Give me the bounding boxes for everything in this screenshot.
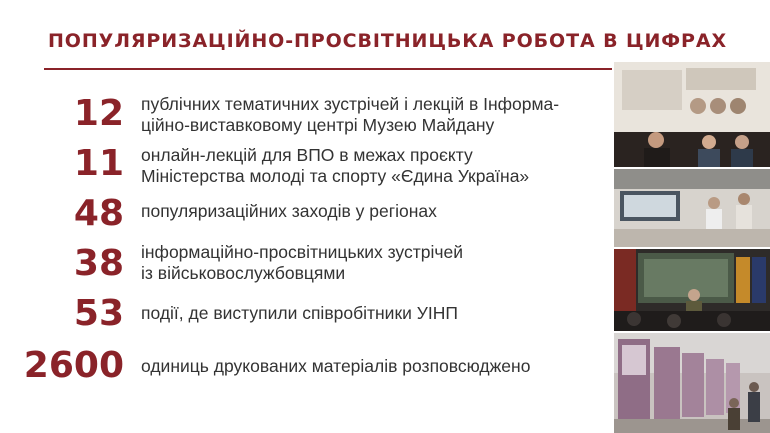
page-title: ПОПУЛЯРИЗАЦІЙНО-ПРОСВІТНИЦЬКА РОБОТА В ЦИФРАХ [48,30,728,52]
stat-value: 38 [73,243,124,284]
panel-discussion-image [614,62,770,167]
stat-line: публічних тематичних зустрічей і лекцій в Інформа- [141,94,560,114]
online-lecture-photo [614,169,770,247]
stat-description [141,303,601,324]
stat-description [141,94,601,136]
military-meeting-image [614,249,770,331]
stat-line: Міністерства молоді та спорту «Єдина Україна» [141,166,530,186]
stat-line: ційно-виставковому центрі Музею Майдану [141,115,495,135]
stat-line: одиниць друкованих матеріалів розповсюджено [141,356,531,376]
stat-description [141,242,601,284]
stat-value: 48 [73,193,124,234]
title-divider [44,68,612,70]
stat-line: популяризаційних заходів у регіонах [141,201,437,221]
stat-value: 53 [73,293,124,334]
stat-line: події, де виступили співробітники УІНП [141,303,458,323]
street-exhibition-image [614,333,770,433]
stat-description [141,145,601,187]
stat-line: із військовослужбовцями [141,263,346,283]
street-exhibition-photo [614,333,770,433]
stat-value: 11 [73,143,124,184]
stat-value: 12 [73,93,124,134]
online-lecture-image [614,169,770,247]
stat-line: інформаційно-просвітницьких зустрічей [141,242,463,262]
photo-collage [612,62,770,433]
stat-description [141,356,601,377]
stat-value: 2600 [23,345,124,386]
panel-discussion-photo [614,62,770,167]
stat-line: онлайн-лекцій для ВПО в межах проєкту [141,145,473,165]
stat-description [141,201,601,222]
military-meeting-photo [614,249,770,331]
